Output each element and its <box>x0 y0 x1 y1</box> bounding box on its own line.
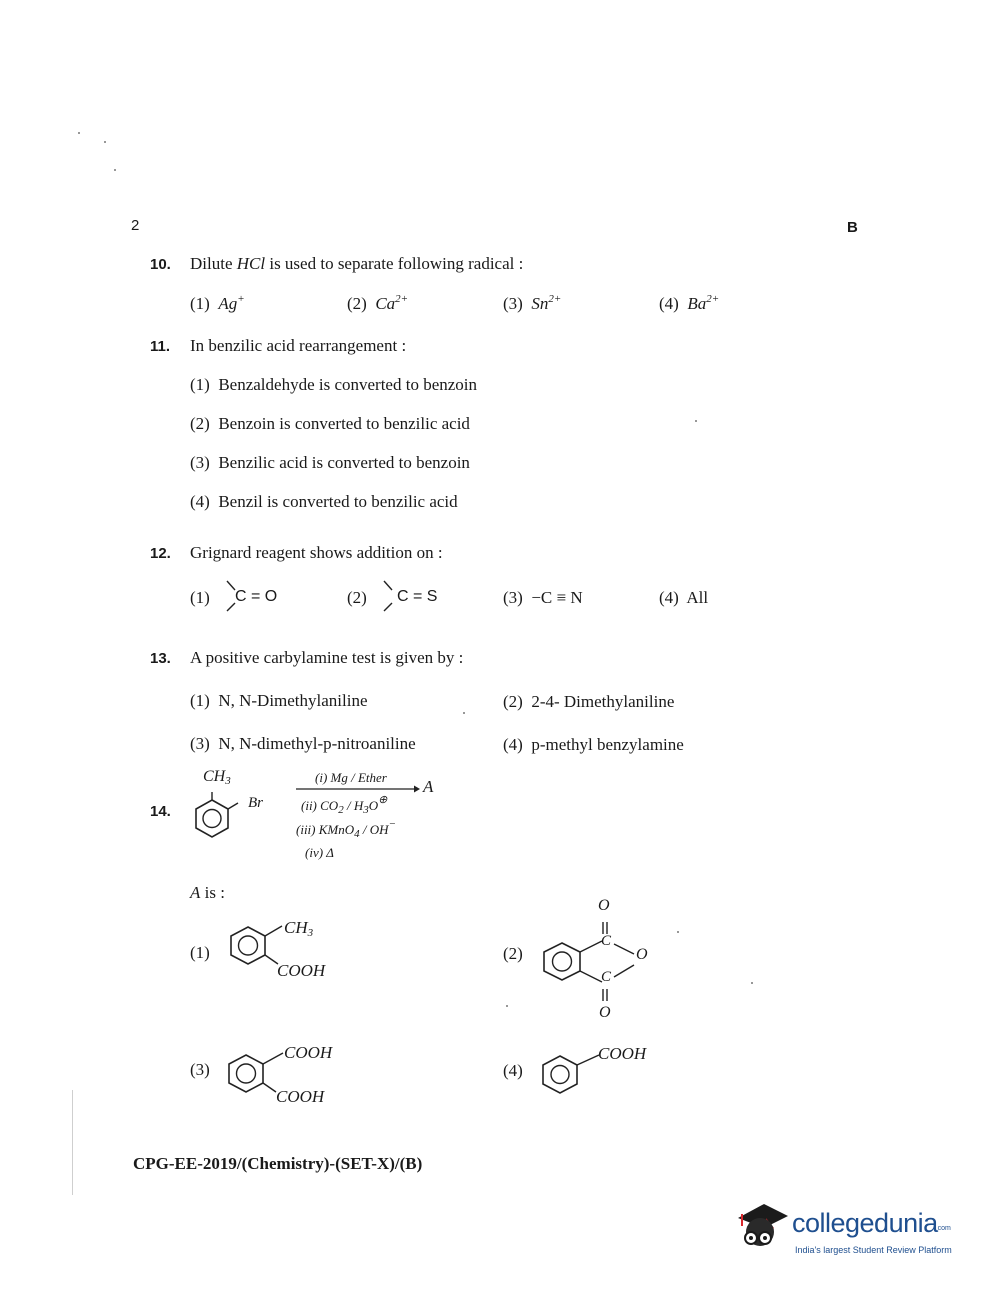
question-text: A positive carbylamine test is given by : <box>190 648 464 667</box>
option-label: (3) <box>190 1060 210 1079</box>
option: (4) Benzil is converted to benzilic acid <box>190 492 458 511</box>
option-label: (2) <box>503 944 523 963</box>
benzoic-acid-structure-icon <box>539 1048 603 1094</box>
reaction-arrow-icon <box>296 784 420 794</box>
carbonyl-carbon: C <box>601 969 612 985</box>
question-text: In benzilic acid rearrangement : <box>190 336 407 355</box>
substituent-bottom: COOH <box>277 961 326 980</box>
substituent-bottom: COOH <box>276 1087 325 1106</box>
question-number: 11. <box>150 338 171 355</box>
substituent-top: COOH <box>284 1043 333 1062</box>
option-text: C = S <box>397 588 438 605</box>
reaction-step: (i) Mg / Ether <box>315 770 387 785</box>
reaction-step: (ii) $CO_2 / H_3O^\oplus$ <box>301 794 388 816</box>
brand-tagline: India's largest Student Review Platform <box>795 1245 952 1255</box>
option-label: (1) <box>190 943 210 962</box>
option: (1) Ag+ <box>190 293 245 313</box>
option-label: (4) <box>503 1061 523 1080</box>
set-code: B <box>847 219 858 236</box>
option: (2) 2-4- Dimethylaniline <box>503 692 675 711</box>
ring-oxygen: O <box>636 946 648 963</box>
product-label: A <box>423 777 434 796</box>
reactant-methyl: $CH_3$ <box>203 768 231 787</box>
option: (4) $Ba^{2+}$ <box>659 293 720 313</box>
question-number: 14. <box>150 803 171 820</box>
carbonyl-carbon: C <box>601 933 612 949</box>
option: (3) Benzilic acid is converted to benzoin <box>190 453 470 472</box>
substituent-top: $CH_3$ <box>284 918 314 939</box>
question-text: Grignard reagent shows addition on : <box>190 543 443 562</box>
option: (4) p-methyl benzylamine <box>503 735 684 754</box>
page-number: 2 <box>131 217 140 234</box>
reaction-step: (iv) Δ <box>305 845 334 860</box>
question-number: 10. <box>150 256 171 273</box>
reactant-bromo: Br <box>248 795 263 811</box>
option: (3) $Sn^{2+}$ <box>503 293 562 313</box>
substituent-top: COOH <box>598 1044 647 1063</box>
brand-wordmark: collegeduniacom <box>792 1208 951 1238</box>
option: (3) N, N-dimethyl-p-nitroaniline <box>190 734 416 753</box>
option-label: (1) <box>190 588 210 607</box>
question-prompt: A is : <box>190 883 225 902</box>
option: (1) N, N-Dimethylaniline <box>190 691 368 710</box>
option-text: C = O <box>235 588 278 605</box>
question-number: 13. <box>150 650 171 667</box>
carbonyl-oxygen: O <box>598 897 610 914</box>
option: (4) All <box>659 588 709 607</box>
option-label: (2) <box>347 588 367 607</box>
question-number: 12. <box>150 545 171 562</box>
option: (2) Benzoin is converted to benzilic acid <box>190 414 470 433</box>
option: (1) Benzaldehyde is converted to benzoin <box>190 375 478 394</box>
mascot-logo-icon <box>734 1198 790 1256</box>
option: (2) $Ca^{2+}$ <box>347 293 409 313</box>
question-text: Dilute HCl is used to separate following radical : <box>190 254 524 273</box>
paper-code-footer: CPG-EE-2019/(Chemistry)-(SET-X)/(B) <box>133 1154 423 1173</box>
reaction-step: (iii) KMnO$_4$ / OH− <box>296 818 396 840</box>
option: (3) −C ≡ N <box>503 588 583 607</box>
carbonyl-oxygen: O <box>599 1004 611 1021</box>
